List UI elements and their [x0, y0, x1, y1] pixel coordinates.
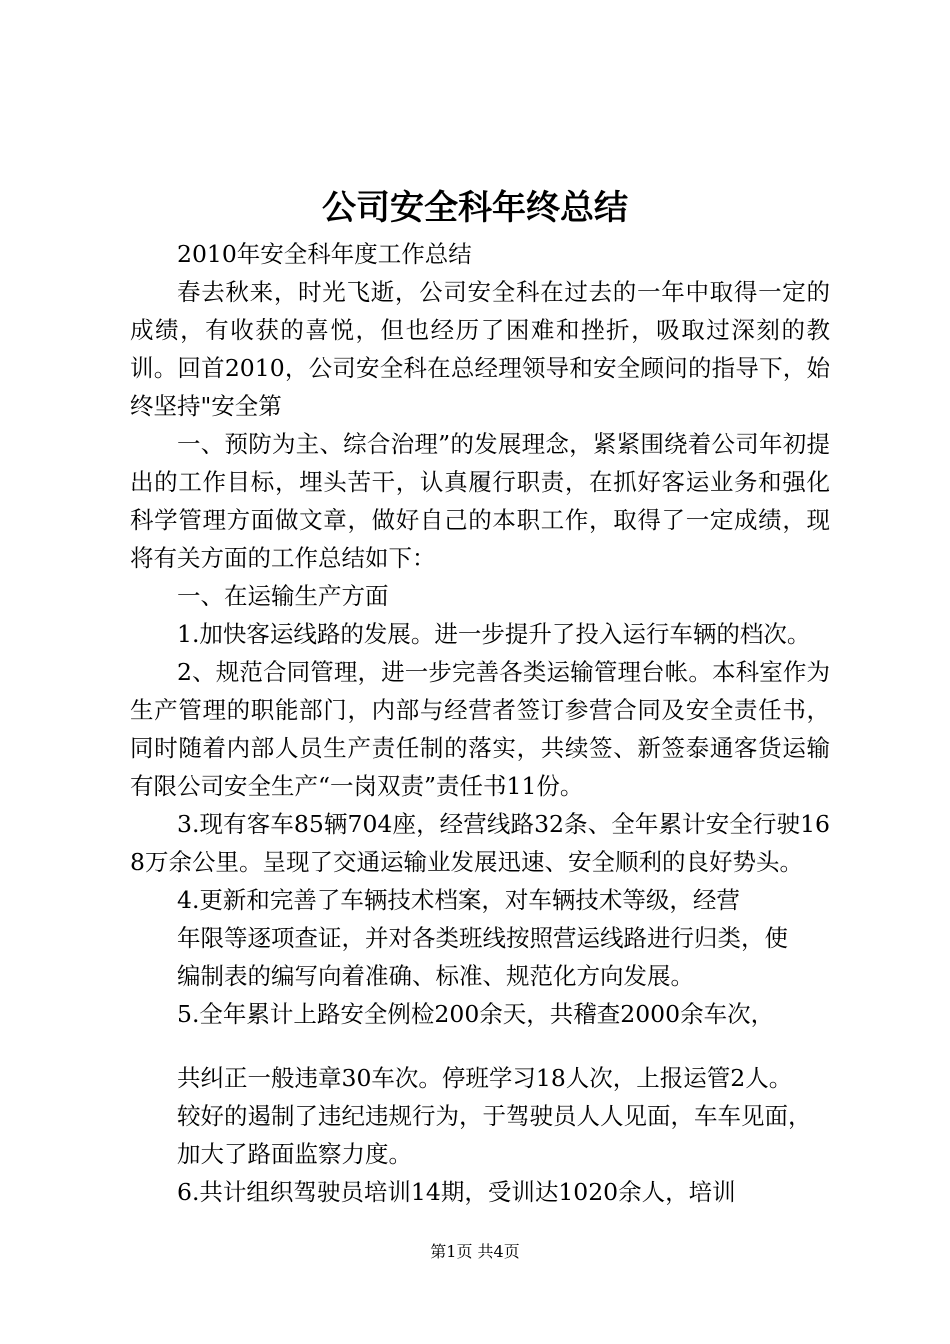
paragraph-item-5a: 5.全年累计上路安全例检200余天，共稽查2000余车次，	[177, 1000, 775, 1028]
paragraph-item-4b: 年限等逐项查证，并对各类班线按照营运线路进行归类，使	[177, 924, 788, 952]
paragraph-item-5b: 共纠正一般违章30车次。停班学习18人次，上报运管2人。	[177, 1064, 793, 1092]
paragraph-item-1: 1.加快客运线路的发展。进一步提升了投入运行车辆的档次。	[177, 620, 811, 648]
paragraph-item-4c: 编制表的编写向着准确、标准、规范化方向发展。	[177, 962, 694, 990]
paragraph-item-5d: 加大了路面监察力度。	[177, 1140, 412, 1168]
document-body	[130, 235, 830, 1211]
paragraph-intro: 春去秋来，时光飞逝，公司安全科在过去的一年中取得一定的成绩，有收获的喜悦，但也经历了困难和挫折，吸取过深刻的教训。回首2010，公司安全科在总经理领导和安全顾问的指导下，始终坚持"安全第	[130, 278, 830, 420]
paragraph-subtitle: 2010年安全科年度工作总结	[177, 240, 472, 268]
paragraph-principle: 一、预防为主、综合治理”的发展理念，紧紧围绕着公司年初提出的工作目标，埋头苦干，认真履行职责，在抓好客运业务和强化科学管理方面做文章，做好自己的本职工作，取得了一定成绩，现将有关方面的工作总结如下：	[130, 430, 830, 572]
document-title: 公司安全科年终总结	[322, 188, 628, 228]
paragraph-item-2: 2、规范合同管理，进一步完善各类运输管理台帐。本科室作为生产管理的职能部门，内部与经营者签订参营合同及安全责任书，同时随着内部人员生产责任制的落实，共续签、新签泰通客货运输有限公司安全生产“一岗双责”责任书11份。	[130, 658, 830, 800]
paragraph-item-3: 3.现有客车85辆704座，经营线路32条、全年累计安全行驶168万余公里。呈现了交通运输业发展迅速、安全顺利的良好势头。	[130, 810, 830, 876]
page-footer: 第1页 共4页	[430, 1242, 520, 1261]
paragraph-item-4a: 4.更新和完善了车辆技术档案，对车辆技术等级，经营	[177, 886, 740, 914]
section-heading: 一、在运输生产方面	[177, 582, 389, 610]
paragraph-item-6: 6.共计组织驾驶员培训14期，受训达1020余人，培训	[177, 1178, 736, 1206]
paragraph-item-5c: 较好的遏制了违纪违规行为，于驾驶员人人见面，车车见面，	[177, 1102, 812, 1130]
